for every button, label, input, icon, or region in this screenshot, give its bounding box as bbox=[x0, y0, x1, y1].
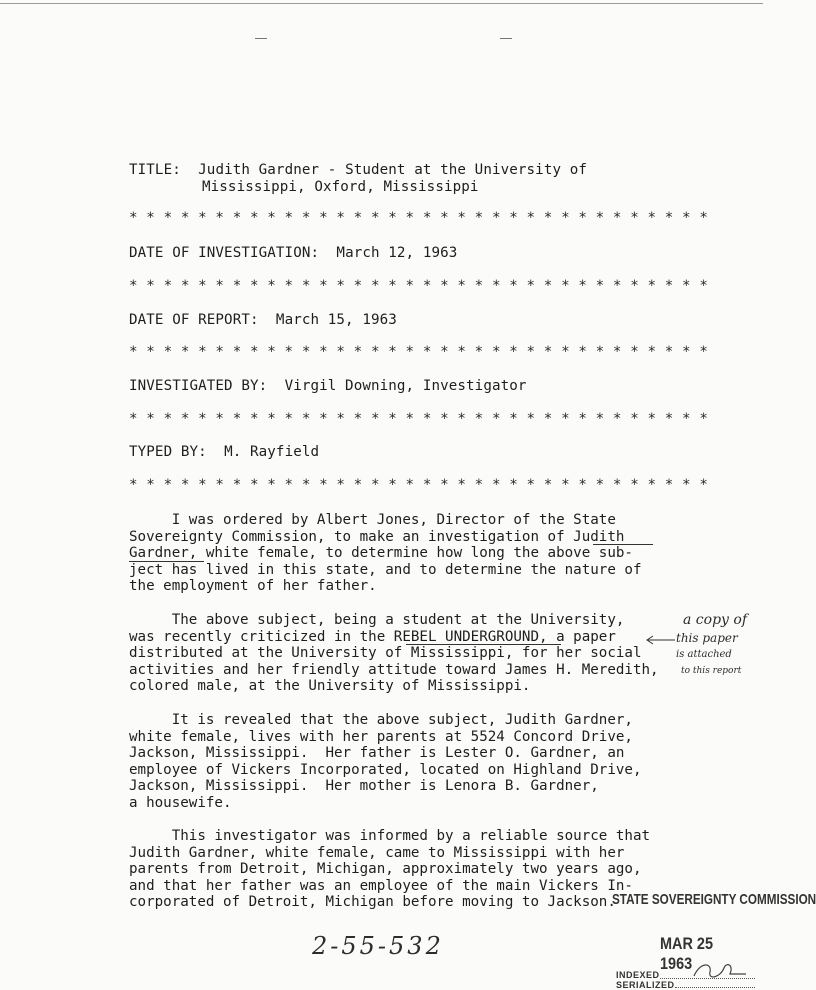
date-of-investigation: DATE OF INVESTIGATION: March 12, 1963 bbox=[129, 245, 458, 261]
margin-note: a copy of bbox=[683, 612, 747, 628]
margin-note: this paper bbox=[676, 631, 738, 645]
commission-stamp: STATE SOVEREIGNTY COMMISSION bbox=[612, 891, 816, 908]
separator: * * * * * * * * * * * * * * * * * * * * * * * * * * * * * * * * * * bbox=[129, 411, 708, 427]
paragraph-2: The above subject, being a student at the University, was recently criticized in the REBEL UNDERGROUND, a paper distributed at the University of Mississippi, for her social activities and her friendly attitude toward James H. Meredith, colored male, at the University of Mississippi. bbox=[129, 612, 659, 695]
indexed-label: INDEXED bbox=[616, 970, 660, 980]
arrow-icon bbox=[645, 635, 677, 645]
separator: * * * * * * * * * * * * * * * * * * * * * * * * * * * * * * * * * * bbox=[129, 477, 708, 493]
title-line-2: Mississippi, Oxford, Mississippi bbox=[202, 179, 479, 195]
serialized-line bbox=[675, 987, 755, 988]
investigated-by: INVESTIGATED BY: Virgil Downing, Investigator bbox=[129, 378, 527, 394]
underline-mark bbox=[129, 561, 204, 562]
stamp-date: MAR 25 1963 bbox=[660, 934, 714, 973]
scan-speck bbox=[500, 38, 512, 39]
scan-speck bbox=[255, 38, 267, 39]
paragraph-3: It is revealed that the above subject, Judith Gardner, white female, lives with her parents at 5524 Concord Drive, Jackson, Mississippi. Her father is Lester O. Gardner, an employee of Vickers Incorporated, located on Highland Drive, Jackson, Mississippi. Her mother is Lenora B. Gardner, a housewife. bbox=[129, 712, 642, 811]
initials-icon bbox=[690, 958, 750, 982]
underline-mark bbox=[593, 544, 653, 545]
separator: * * * * * * * * * * * * * * * * * * * * * * * * * * * * * * * * * * bbox=[129, 210, 708, 226]
paragraph-4: This investigator was informed by a reliable source that Judith Gardner, white female, came to Mississippi with her parents from Detroit, Michigan, approximately two years ago, and that her father was an employee of the main Vickers In- corporated of Detroit, Michigan before moving to Jackson. bbox=[129, 828, 651, 911]
date-of-report: DATE OF REPORT: March 15, 1963 bbox=[129, 312, 397, 328]
margin-note: to this report bbox=[681, 666, 742, 676]
serialized-label: SERIALIZED bbox=[616, 980, 675, 990]
margin-note: is attached bbox=[676, 649, 732, 660]
top-edge-rule bbox=[0, 3, 763, 4]
separator: * * * * * * * * * * * * * * * * * * * * * * * * * * * * * * * * * * bbox=[129, 278, 708, 294]
title-line-1: TITLE: Judith Gardner - Student at the University of bbox=[129, 162, 588, 178]
paragraph-1: I was ordered by Albert Jones, Director of the State Sovereignty Commission, to make an investigation of Judith Gardner, white female, to determine how long the above sub- ject has lived in this state, and to determine the nature of the employment of her father. bbox=[129, 512, 642, 595]
typed-by: TYPED BY: M. Rayfield bbox=[129, 444, 320, 460]
underline-mark bbox=[406, 644, 561, 645]
file-number: 2-55-532 bbox=[312, 932, 444, 960]
separator: * * * * * * * * * * * * * * * * * * * * * * * * * * * * * * * * * * bbox=[129, 344, 708, 360]
